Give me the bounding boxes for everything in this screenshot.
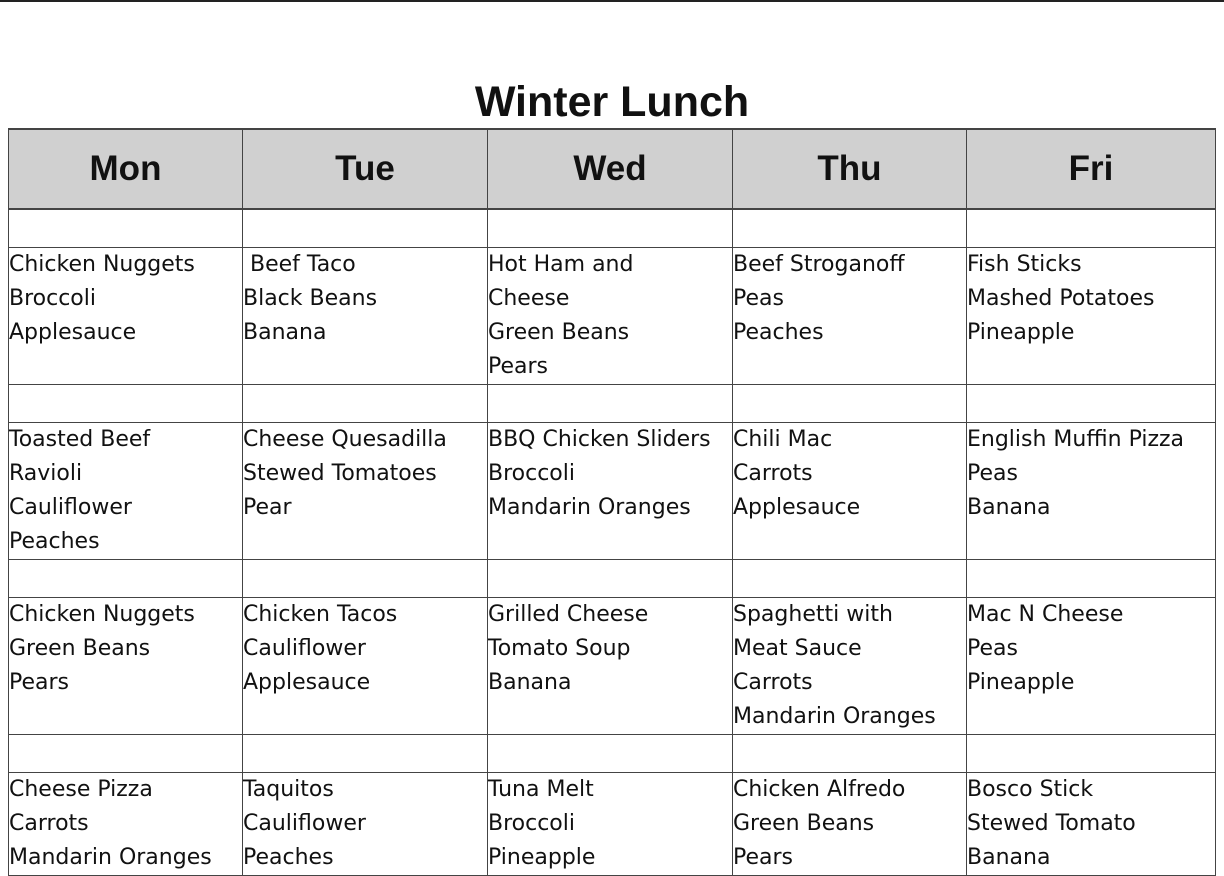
menu-item: Cheese Pizza: [9, 777, 153, 802]
menu-item: Grilled Cheese: [488, 602, 649, 627]
menu-item: Banana: [967, 495, 1051, 520]
menu-cell-week2-wed: [488, 423, 733, 560]
menu-item: Tomato Soup: [488, 636, 631, 661]
menu-item: Peaches: [9, 529, 100, 554]
menu-item: Broccoli: [488, 811, 575, 836]
week-4-menu-row: [9, 773, 1216, 876]
spacer-cell: [9, 209, 243, 248]
spacer-cell: [733, 560, 967, 598]
menu-item: Pears: [488, 354, 549, 379]
menu-item: Pineapple: [488, 845, 596, 870]
menu-cell-week2-tue: [243, 423, 488, 560]
menu-item: Peas: [967, 461, 1018, 486]
menu-item: Mac N Cheese: [967, 602, 1124, 627]
day-header-wed: Wed: [488, 129, 733, 209]
menu-item: Spaghetti with: [733, 602, 893, 627]
menu-item: Banana: [488, 670, 572, 695]
menu-item: Peaches: [243, 845, 334, 870]
menu-item: Carrots: [733, 461, 813, 486]
menu-item: Applesauce: [9, 320, 137, 345]
menu-item: Beef Stroganoff: [733, 252, 905, 277]
menu-item: Mandarin Oranges: [9, 845, 212, 870]
menu-item: Toasted Beef: [9, 427, 151, 452]
menu-item: Stewed Tomatoes: [243, 461, 437, 486]
spacer-cell: [967, 735, 1216, 773]
spacer-cell: [967, 560, 1216, 598]
menu-item: Beef Taco: [243, 252, 356, 277]
menu-item: Applesauce: [733, 495, 861, 520]
menu-item: Cheese Quesadilla: [243, 427, 447, 452]
menu-cell-week3-thu: [733, 598, 967, 735]
day-header-row: [9, 129, 1216, 209]
menu-cell-week4-mon: [9, 773, 243, 876]
spacer-cell: [488, 560, 733, 598]
menu-item: Cauliflower: [243, 636, 366, 661]
menu-item: Broccoli: [9, 286, 96, 311]
menu-item: Pears: [9, 670, 70, 695]
menu-cell-week2-fri: [967, 423, 1216, 560]
menu-item: Black Beans: [243, 286, 378, 311]
menu-item: Pears: [733, 845, 794, 870]
menu-item: Chili Mac: [733, 427, 833, 452]
menu-item: Bosco Stick: [967, 777, 1094, 802]
spacer-cell: [733, 385, 967, 423]
menu-item: Stewed Tomato: [967, 811, 1136, 836]
week-4-spacer-row: [9, 735, 1216, 773]
spacer-cell: [488, 209, 733, 248]
menu-item: Mandarin Oranges: [733, 704, 936, 729]
menu-item: Peas: [967, 636, 1018, 661]
menu-cell-week2-mon: [9, 423, 243, 560]
menu-item: Ravioli: [9, 461, 83, 486]
page-title: Winter Lunch: [474, 78, 750, 126]
menu-item: Carrots: [9, 811, 89, 836]
spacer-cell: [967, 209, 1216, 248]
menu-cell-week4-tue: [243, 773, 488, 876]
menu-cell-week4-thu: [733, 773, 967, 876]
menu-item: Meat Sauce: [733, 636, 862, 661]
menu-item: Fish Sticks: [967, 252, 1082, 277]
menu-cell-week4-fri: [967, 773, 1216, 876]
menu-item: Green Beans: [488, 320, 630, 345]
spacer-cell: [243, 735, 488, 773]
spacer-cell: [733, 735, 967, 773]
menu-item: Banana: [243, 320, 327, 345]
day-header-mon: Mon: [9, 129, 243, 209]
menu-item: Pear: [243, 495, 292, 520]
day-header-thu: Thu: [733, 129, 967, 209]
menu-item: Pineapple: [967, 320, 1075, 345]
menu-item: Peas: [733, 286, 784, 311]
spacer-cell: [488, 385, 733, 423]
week-1-spacer-row: [9, 209, 1216, 248]
menu-item: Peaches: [733, 320, 824, 345]
menu-item: Cauliflower: [9, 495, 132, 520]
menu-cell-week4-wed: [488, 773, 733, 876]
menu-item: Cheese: [488, 286, 570, 311]
menu-item: Chicken Nuggets: [9, 602, 195, 627]
menu-cell-week1-wed: [488, 248, 733, 385]
menu-cell-week3-tue: [243, 598, 488, 735]
menu-item: Banana: [967, 845, 1051, 870]
spacer-cell: [9, 385, 243, 423]
menu-cell-week3-wed: [488, 598, 733, 735]
menu-cell-week1-thu: [733, 248, 967, 385]
menu-cell-week1-fri: [967, 248, 1216, 385]
spacer-cell: [733, 209, 967, 248]
spacer-cell: [488, 735, 733, 773]
menu-body: [9, 209, 1216, 876]
spacer-cell: [9, 735, 243, 773]
day-header-fri: Fri: [967, 129, 1216, 209]
menu-item: Chicken Nuggets: [9, 252, 195, 277]
menu-cell-week1-mon: [9, 248, 243, 385]
menu-cell-week1-tue: [243, 248, 488, 385]
day-header-tue: Tue: [243, 129, 488, 209]
spacer-cell: [243, 209, 488, 248]
menu-item: BBQ Chicken Sliders: [488, 427, 711, 452]
menu-item: Green Beans: [733, 811, 875, 836]
menu-item: Chicken Tacos: [243, 602, 398, 627]
week-2-spacer-row: [9, 385, 1216, 423]
menu-item: Cauliflower: [243, 811, 366, 836]
menu-item: English Muffin Pizza: [967, 427, 1185, 452]
week-3-menu-row: [9, 598, 1216, 735]
menu-item: Taquitos: [243, 777, 334, 802]
menu-item: Mandarin Oranges: [488, 495, 691, 520]
menu-item: Applesauce: [243, 670, 371, 695]
lunch-menu-table: [8, 128, 1216, 876]
menu-cell-week3-mon: [9, 598, 243, 735]
top-rule: [0, 0, 1224, 2]
menu-item: Broccoli: [488, 461, 575, 486]
menu-cell-week3-fri: [967, 598, 1216, 735]
menu-item: Tuna Melt: [488, 777, 594, 802]
menu-item: Hot Ham and: [488, 252, 634, 277]
spacer-cell: [9, 560, 243, 598]
week-3-spacer-row: [9, 560, 1216, 598]
menu-item: Carrots: [733, 670, 813, 695]
spacer-cell: [243, 560, 488, 598]
menu-item: Chicken Alfredo: [733, 777, 906, 802]
week-1-menu-row: [9, 248, 1216, 385]
spacer-cell: [243, 385, 488, 423]
menu-item: Pineapple: [967, 670, 1075, 695]
menu-cell-week2-thu: [733, 423, 967, 560]
week-2-menu-row: [9, 423, 1216, 560]
spacer-cell: [967, 385, 1216, 423]
menu-item: Mashed Potatoes: [967, 286, 1155, 311]
menu-item: Green Beans: [9, 636, 151, 661]
